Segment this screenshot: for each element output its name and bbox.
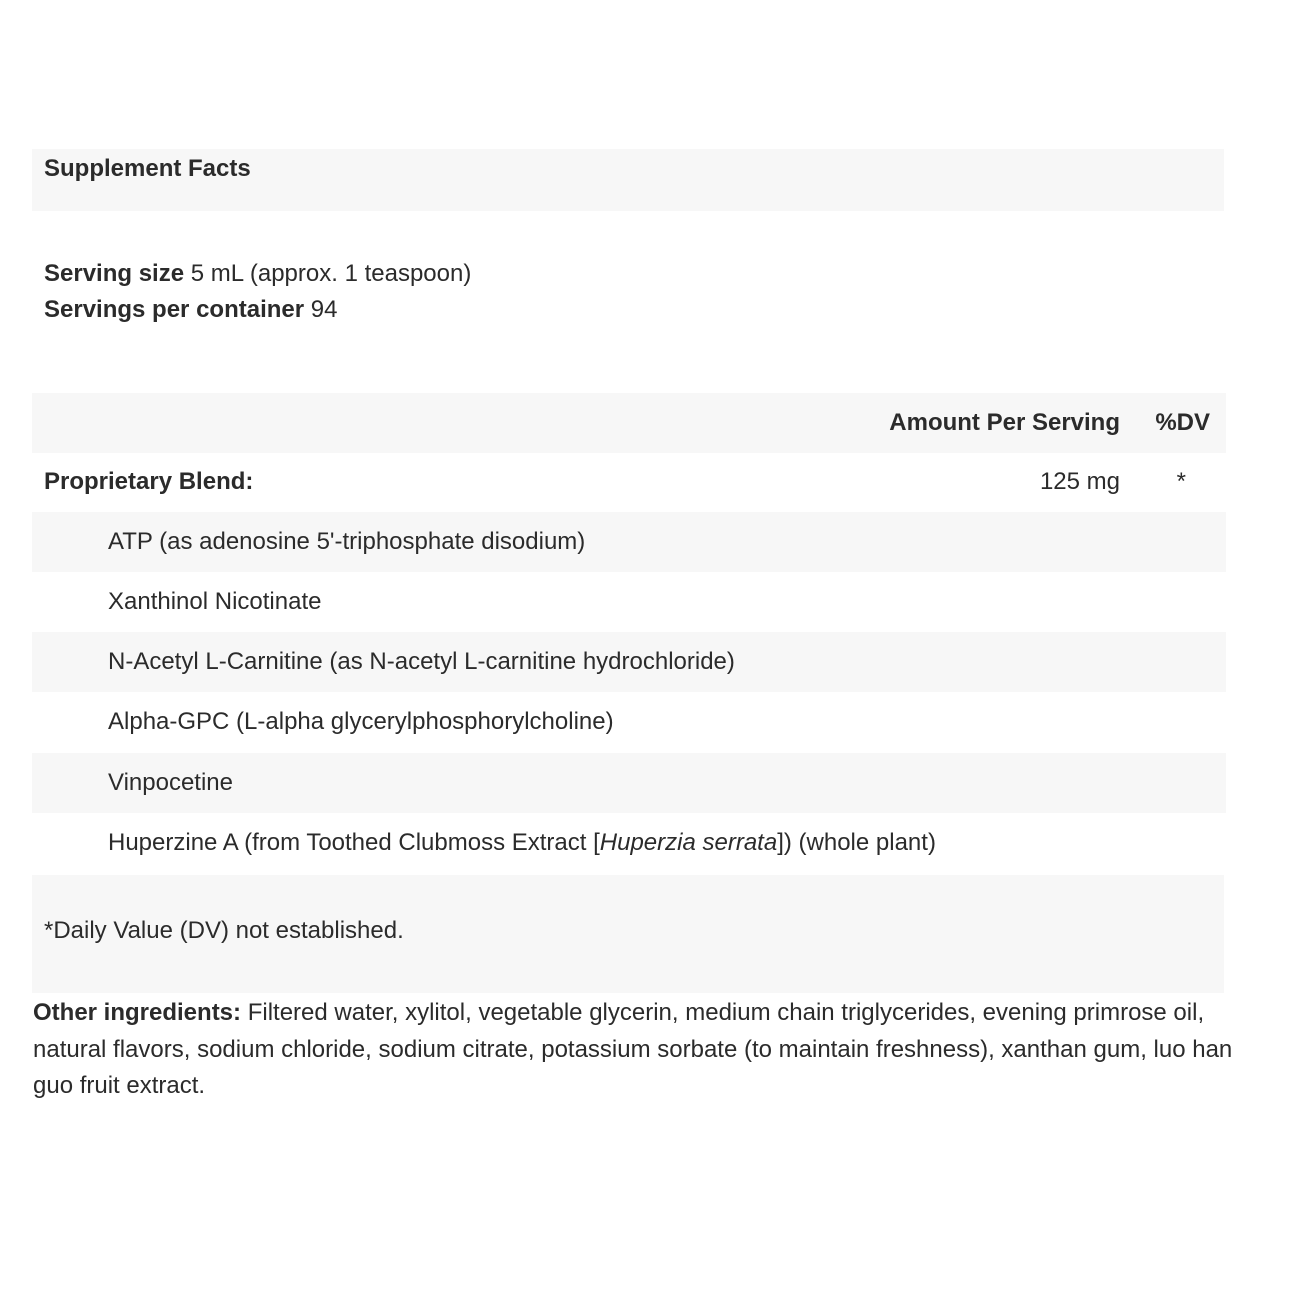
table-row — [32, 632, 1226, 692]
blend-dv: * — [1176, 468, 1186, 495]
table-row — [32, 753, 1226, 813]
supplement-facts-title: Supplement Facts — [44, 155, 251, 182]
blend-amount: 125 mg — [1039, 468, 1120, 495]
title-bar — [32, 149, 1224, 211]
amount-per-serving-header: Amount Per Serving — [889, 409, 1120, 436]
huperzine-suffix: ]) (whole plant) — [777, 829, 936, 856]
ingredient-alpha-gpc: Alpha-GPC (L-alpha glycerylphosphorylcholine) — [108, 708, 614, 735]
serving-size-value: 5 mL (approx. 1 teaspoon) — [184, 260, 472, 287]
ingredient-acetyl-carnitine: N-Acetyl L-Carnitine (as N-acetyl L-carnitine hydrochloride) — [108, 648, 735, 675]
ingredient-atp: ATP (as adenosine 5'-triphosphate disodium) — [108, 528, 586, 555]
table-row — [32, 813, 1226, 873]
table-row — [32, 692, 1226, 752]
huperzine-prefix: Huperzine A (from Toothed Clubmoss Extract [ — [108, 829, 600, 856]
serving-size-line — [44, 256, 471, 292]
table-row — [32, 512, 1226, 572]
other-ingredients-text: Filtered water, xylitol, vegetable glycerin, medium chain triglycerides, evening primrose oil, natural flavors, sodium chloride, sodium citrate, potassium sorbate (to maintain freshness), xanthan gum, luo han guo fruit extract. — [33, 999, 1233, 1099]
other-ingredients-label: Other ingredients: — [33, 999, 242, 1026]
footnote-box — [32, 875, 1224, 993]
servings-per-container-value: 94 — [304, 296, 338, 323]
proprietary-blend-row — [32, 452, 1226, 512]
dv-header: %DV — [1155, 409, 1210, 436]
other-ingredients — [33, 995, 1233, 1105]
ingredient-xanthinol: Xanthinol Nicotinate — [108, 588, 322, 615]
ingredient-vinpocetine: Vinpocetine — [108, 769, 233, 796]
dv-footnote: *Daily Value (DV) not established. — [44, 917, 404, 944]
servings-per-container-line — [44, 292, 471, 328]
ingredient-huperzine — [108, 813, 936, 873]
table-header-row — [32, 393, 1226, 453]
huperzine-latin-name: Huperzia serrata — [599, 829, 778, 856]
serving-info — [44, 256, 471, 328]
blend-label: Proprietary Blend: — [44, 468, 254, 495]
table-row — [32, 572, 1226, 632]
servings-per-container-label: Servings per container — [44, 296, 305, 323]
serving-size-label: Serving size — [44, 260, 185, 287]
